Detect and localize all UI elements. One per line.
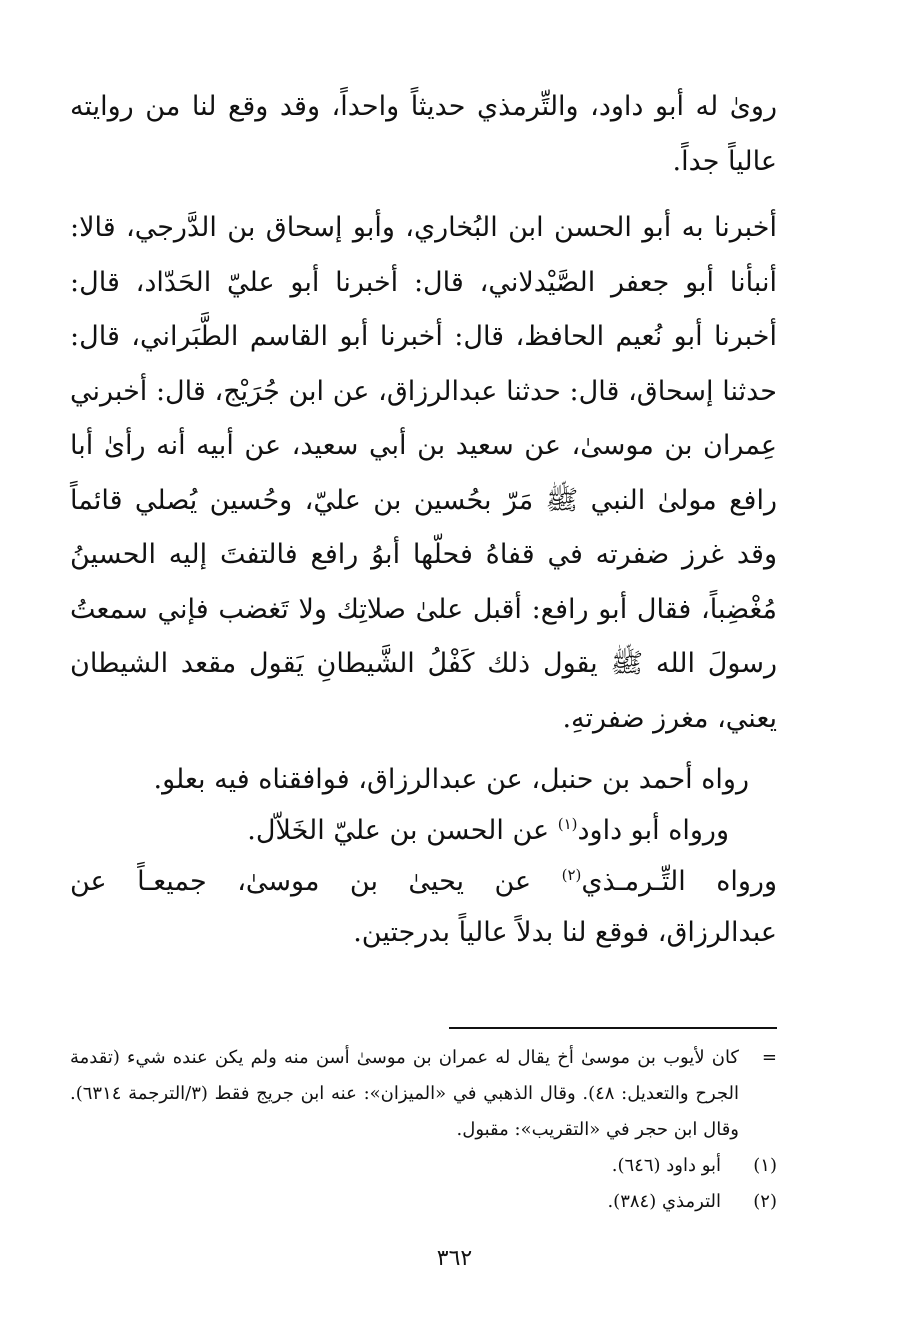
footnote-number: (١) <box>753 1155 777 1176</box>
footnote-text: أبو داود (٦٤٦). <box>611 1155 721 1176</box>
takhrij-tirmidhi-text: ورواه التِّـرمـذي <box>581 866 777 897</box>
footnote-separator <box>449 1027 777 1029</box>
takhrij-abu-dawud-text: ورواه أبو داود <box>577 815 729 846</box>
continuation-mark: = <box>761 1047 777 1068</box>
takhrij-conclusion: عبدالرزاق، فوقع لنا بدلاً عالياً بدرجتين. <box>353 917 777 948</box>
footnote-number: (٢) <box>753 1191 777 1212</box>
footnote-ref-1[interactable]: (١) <box>557 815 578 833</box>
footnotes <box>70 1040 777 1220</box>
footnote-continuation <box>70 1040 777 1148</box>
takhrij-tirmidhi-rest: عن يحيىٰ بن موسىٰ، جميعـاً عن <box>70 866 562 897</box>
takhrij-tirmidhi <box>70 856 777 907</box>
footnote-continuation-text: كان لأيوب بن موسىٰ أخ يقال له عمران بن موسىٰ أسن منه ولم يكن عنده شيء (تقدمة الجرح والتعديل: ٤٨). وقال الذهبي في «الميزان»: عنه ابن جريج فقط (٣/الترجمة ٦٣١٤). وقال ابن حجر في «التقريب»: مقبول. <box>70 1047 740 1140</box>
isnad-paragraph: أخبرنا به أبو الحسن ابن البُخاري، وأبو إسحاق بن الدَّرجي، قالا: أنبأنا أبو جعفر الصَّيْدلاني، قال: أخبرنا أبو عليّ الحَدّاد، قال: أخبرنا أبو نُعيم الحافظ، قال: أخبرنا أبو القاسم الطَّبَراني، قال: حدثنا إسحاق، قال: حدثنا عبدالرزاق، عن ابن جُرَيْج، قال: أخبرني عِمران بن موسىٰ، عن سعيد بن أبي سعيد، عن أبيه أنه رأىٰ أبا رافع مولىٰ النبي ﷺ مَرّ بحُسين بن عليّ، وحُسين يُصلي قائماً وقد غرز ضفرته في قفاهُ فحلّها أبوُ رافع فالتفتَ إليه الحسينُ مُغْضِباً، فقال أبو رافع: أقبل علىٰ صلاتِك ولا تَغضب فإني سمعتُ رسولَ الله ﷺ يقول ذلك كَفْلُ الشَّيطانِ يَقول مقعد الشيطان يعني، مغرز ضفرتهِ. <box>70 212 777 734</box>
takhrij-abu-dawud-rest: عن الحسن بن عليّ الخَلاّل. <box>247 815 558 846</box>
footnote-text: الترمذي (٣٨٤). <box>607 1191 721 1212</box>
footnote-1 <box>70 1148 777 1184</box>
narration-paragraph: روىٰ له أبو داود، والتِّرمذي حديثاً واحداً، وقد وقع لنا من روايته عالياً جداً. <box>70 91 777 177</box>
page-number: ٣٦٢ <box>436 1246 473 1271</box>
footnote-ref-2[interactable]: (٢) <box>561 866 582 884</box>
takhrij-block <box>70 754 777 958</box>
takhrij-abu-dawud <box>70 805 777 856</box>
footnote-2 <box>70 1184 777 1220</box>
takhrij-ahmad: رواه أحمد بن حنبل، عن عبدالرزاق، فوافقناه فيه بعلو. <box>153 764 749 795</box>
